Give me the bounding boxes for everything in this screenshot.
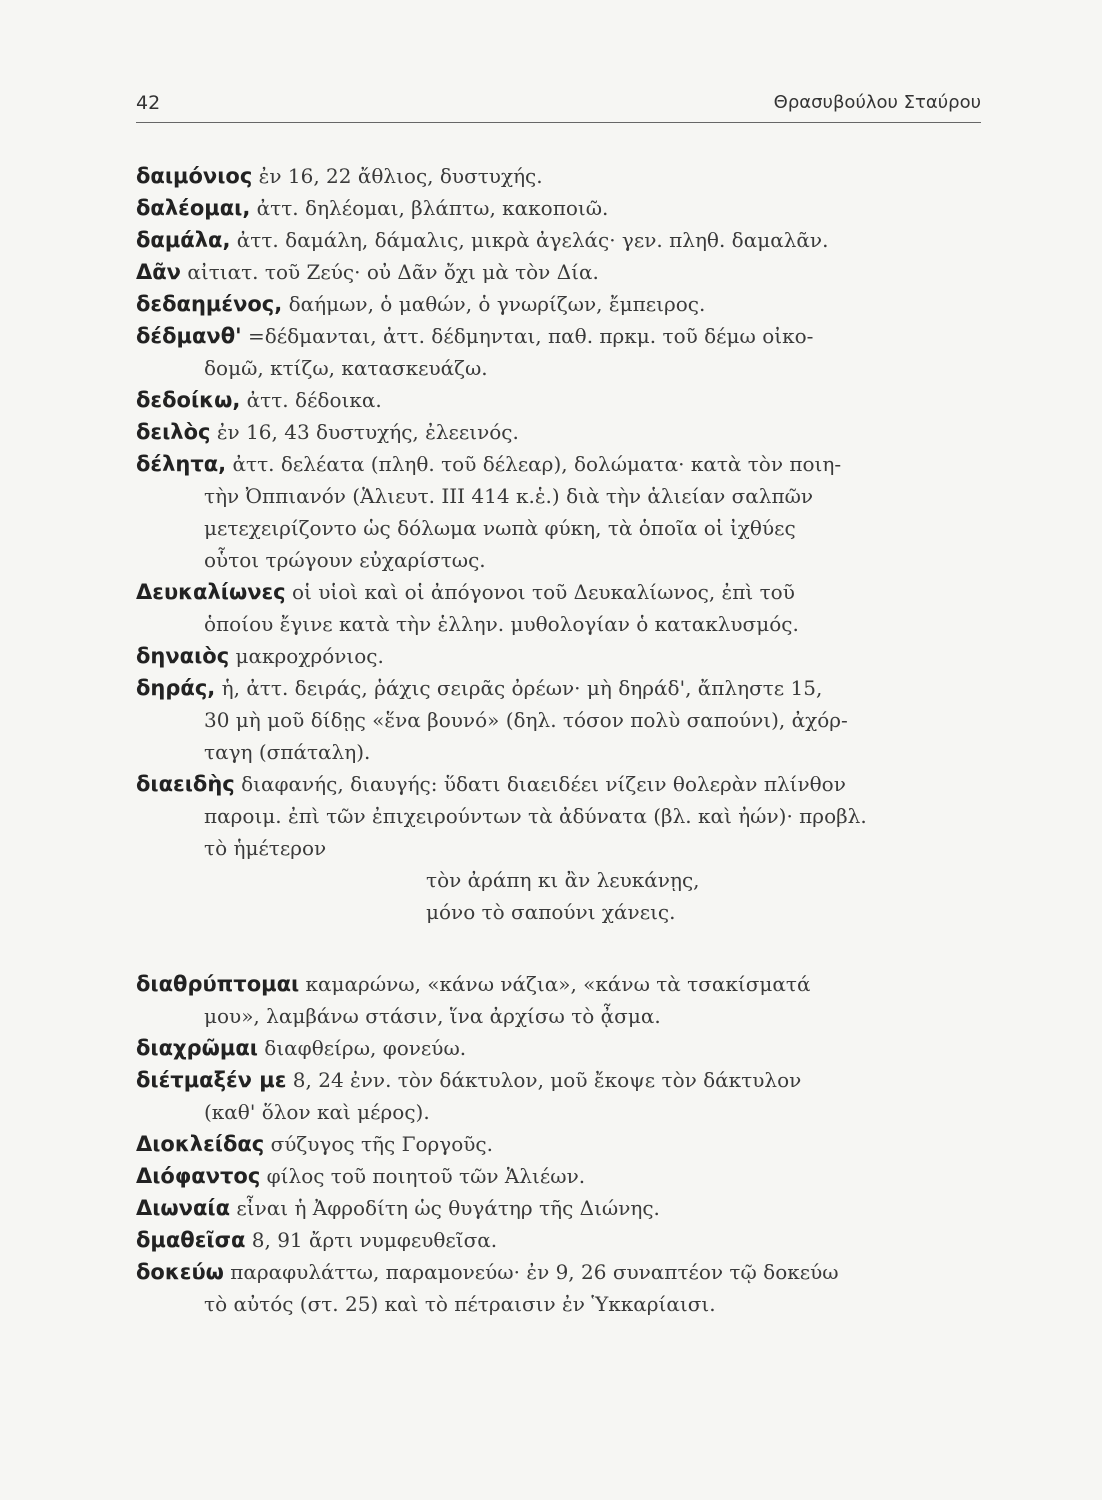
entry-line [136, 320, 986, 352]
definition-text: διαφανής, διαυγής: ὕδατι διαειδέει νίζειν θολερὰν πλίνθον [241, 772, 846, 796]
headword: δέλητα, [136, 452, 227, 476]
headword: δεδοίκω, [136, 388, 241, 412]
headword: δαμάλα, [136, 228, 231, 252]
definition-text: μου», λαμβάνω στάσιν, ἵνα ἀρχίσω τὸ ᾆσμα. [204, 1004, 661, 1028]
entry-line [136, 160, 986, 192]
definition-text: φίλος τοῦ ποιητοῦ τῶν Ἁλιέων. [266, 1164, 586, 1188]
definition-text: ταγη (σπάταλη). [204, 740, 371, 764]
glossary-entry [136, 1160, 986, 1192]
glossary-entry [136, 672, 986, 768]
definition-text: οὗτοι τρώγουν εὐχαρίστως. [204, 548, 486, 572]
headword: Δευκαλίωνες [136, 580, 286, 604]
glossary-entry [136, 1192, 986, 1224]
definition-text: παροιμ. ἐπὶ τῶν ἐπιχειρούντων τὰ ἀδύνατα (βλ. καὶ ἠών)· προβλ. [204, 804, 867, 828]
definition-text: τὸ αὐτός (στ. 25) καὶ τὸ πέτραισιν ἐν Ὑκκαρίαισι. [204, 1292, 716, 1316]
definition-text: =δέδμανται, ἀττ. δέδμηνται, παθ. πρκμ. τοῦ δέμω οἰκο- [247, 324, 814, 348]
entry-line [136, 1000, 986, 1032]
glossary-entry [136, 448, 986, 576]
entry-line [136, 256, 986, 288]
definition-text: καμαρώνω, «κάνω νάζια», «κάνω τὰ τσακίσματά [305, 972, 811, 996]
entry-line [136, 576, 986, 608]
definition-text: ἀττ. δέδοικα. [246, 388, 382, 412]
entry-line [136, 192, 986, 224]
glossary-entry [136, 416, 986, 448]
definition-text: 8, 24 ἐνν. τὸν δάκτυλον, μοῦ ἔκοψε τὸν δάκτυλον [292, 1068, 802, 1092]
entry-line [136, 384, 986, 416]
entry-line [136, 480, 986, 512]
headword: Διωναία [136, 1196, 231, 1220]
definition-text: ἐν 16, 43 δυστυχής, ἐλεεινός. [216, 420, 519, 444]
glossary-entry [136, 384, 986, 416]
definition-text: μακροχρόνιος. [235, 644, 384, 668]
headword: δηναιὸς [136, 644, 230, 668]
entry-line [136, 1032, 986, 1064]
entry-line [136, 1192, 986, 1224]
entry-line [136, 608, 986, 640]
headword: δεδαημένος, [136, 292, 283, 316]
entry-line [136, 1288, 986, 1320]
entry-line [136, 968, 986, 1000]
headword: Δᾶν [136, 260, 181, 284]
entry-line [136, 1096, 986, 1128]
glossary-entry [136, 640, 986, 672]
entry-line [136, 512, 986, 544]
definition-text: ἐν 16, 22 ἄθλιος, δυστυχής. [258, 164, 543, 188]
entry-line [136, 1160, 986, 1192]
definition-text: διαφθείρω, φονεύω. [264, 1036, 467, 1060]
glossary-entry [136, 1064, 986, 1128]
entry-line [136, 352, 986, 384]
headword: διαειδὴς [136, 772, 235, 796]
entry-line [136, 416, 986, 448]
glossary-entry [136, 968, 986, 1032]
page-header [136, 88, 981, 128]
glossary-entry [136, 160, 986, 192]
definition-text: 8, 91 ἄρτι νυμφευθεῖσα. [251, 1228, 498, 1252]
glossary-entry [136, 256, 986, 288]
headword: διαθρύπτομαι [136, 972, 300, 996]
glossary-entry [136, 1128, 986, 1160]
headword: δέδμανθ' [136, 324, 242, 348]
entry-line [136, 544, 986, 576]
definition-text: 30 μὴ μοῦ δίδῃς «ἕνα βουνό» (δηλ. τόσον πολὺ σαπούνι), ἀχόρ- [204, 708, 848, 732]
entry-line [136, 1064, 986, 1096]
definition-text: τὴν Ὀππιανόν (Ἁλιευτ. III 414 κ.ἑ.) διὰ τὴν ἁλιείαν σαλπῶν [204, 484, 814, 508]
glossary-entry [136, 1256, 986, 1320]
glossary-entry [136, 320, 986, 384]
entry-line [136, 704, 986, 736]
entry-line [136, 832, 986, 864]
definition-text: τὸ ἡμέτερον [204, 836, 327, 860]
glossary-entry [136, 768, 986, 864]
definition-text: ἀττ. δαμάλη, δάμαλις, μικρὰ ἀγελάς· γεν. πληθ. δαμαλᾶν. [236, 228, 829, 252]
definition-text: ἀττ. δηλέομαι, βλάπτω, κακοποιῶ. [256, 196, 609, 220]
entry-line [136, 448, 986, 480]
headword: δμαθεῖσα [136, 1228, 246, 1252]
entry-list-bottom [136, 968, 986, 1320]
headword: δηράς, [136, 676, 216, 700]
headword: Διόφαντος [136, 1164, 261, 1188]
entry-line [136, 672, 986, 704]
definition-text: δομῶ, κτίζω, κατασκευάζω. [204, 356, 488, 380]
glossary-entry [136, 224, 986, 256]
definition-text: δαήμων, ὁ μαθών, ὁ γνωρίζων, ἔμπειρος. [288, 292, 706, 316]
definition-text: οἱ υἱοὶ καὶ οἱ ἀπόγονοι τοῦ Δευκαλίωνος, ἐπὶ τοῦ [292, 580, 795, 604]
headword: δαλέομαι, [136, 196, 251, 220]
definition-text: ἀττ. δελέατα (πληθ. τοῦ δέλεαρ), δολώματα· κατὰ τὸν ποιη- [232, 452, 842, 476]
running-title: Θρασυβούλου Σταύρου [773, 92, 981, 113]
couplet-line: μόνο τὸ σαπούνι χάνεις. [426, 900, 676, 924]
glossary-entries [136, 160, 986, 1320]
headword: διέτμαξέν με [136, 1068, 287, 1092]
entry-line [136, 1256, 986, 1288]
entry-line [136, 768, 986, 800]
page-number: 42 [136, 92, 161, 114]
definition-text: ἡ, ἀττ. δειράς, ῥάχις σειρᾶς ὀρέων· μὴ δηράδ', ἄπληστε 15, [221, 676, 823, 700]
definition-text: εἶναι ἡ Ἀφροδίτη ὡς θυγάτηρ τῆς Διώνης. [236, 1196, 660, 1220]
headword: διαχρῶμαι [136, 1036, 258, 1060]
definition-text: σύζυγος τῆς Γοργοῦς. [270, 1132, 493, 1156]
headword: δαιμόνιος [136, 164, 253, 188]
entry-line [136, 224, 986, 256]
glossary-entry [136, 576, 986, 640]
definition-text: ὁποίου ἔγινε κατὰ τὴν ἑλλην. μυθολογίαν ὁ κατακλυσμός. [204, 612, 799, 636]
entry-line [136, 640, 986, 672]
glossary-entry [136, 1224, 986, 1256]
definition-text: (καθ' ὅλον καὶ μέρος). [204, 1100, 430, 1124]
couplet-line: τὸν ἀράπη κι ἂν λευκάνῃς, [426, 868, 700, 892]
headword: δοκεύω [136, 1260, 224, 1284]
entry-list-top [136, 160, 986, 864]
entry-line [136, 800, 986, 832]
glossary-entry [136, 288, 986, 320]
definition-text: παραφυλάττω, παραμονεύω· ἐν 9, 26 συναπτέον τῷ δοκεύω [230, 1260, 839, 1284]
glossary-entry [136, 1032, 986, 1064]
headword: δειλὸς [136, 420, 211, 444]
entry-line [136, 1128, 986, 1160]
header-rule [136, 122, 981, 123]
glossary-entry [136, 192, 986, 224]
definition-text: αἰτιατ. τοῦ Ζεύς· οὐ Δᾶν ὄχι μὰ τὸν Δία. [187, 260, 599, 284]
headword: Διοκλείδας [136, 1132, 265, 1156]
entry-line [136, 288, 986, 320]
quoted-couplet [136, 864, 986, 928]
entry-line [136, 1224, 986, 1256]
section-gap [136, 928, 986, 968]
entry-line [136, 736, 986, 768]
definition-text: μετεχειρίζοντο ὡς δόλωμα νωπὰ φύκη, τὰ ὁποῖα οἱ ἰχθύες [204, 516, 796, 540]
